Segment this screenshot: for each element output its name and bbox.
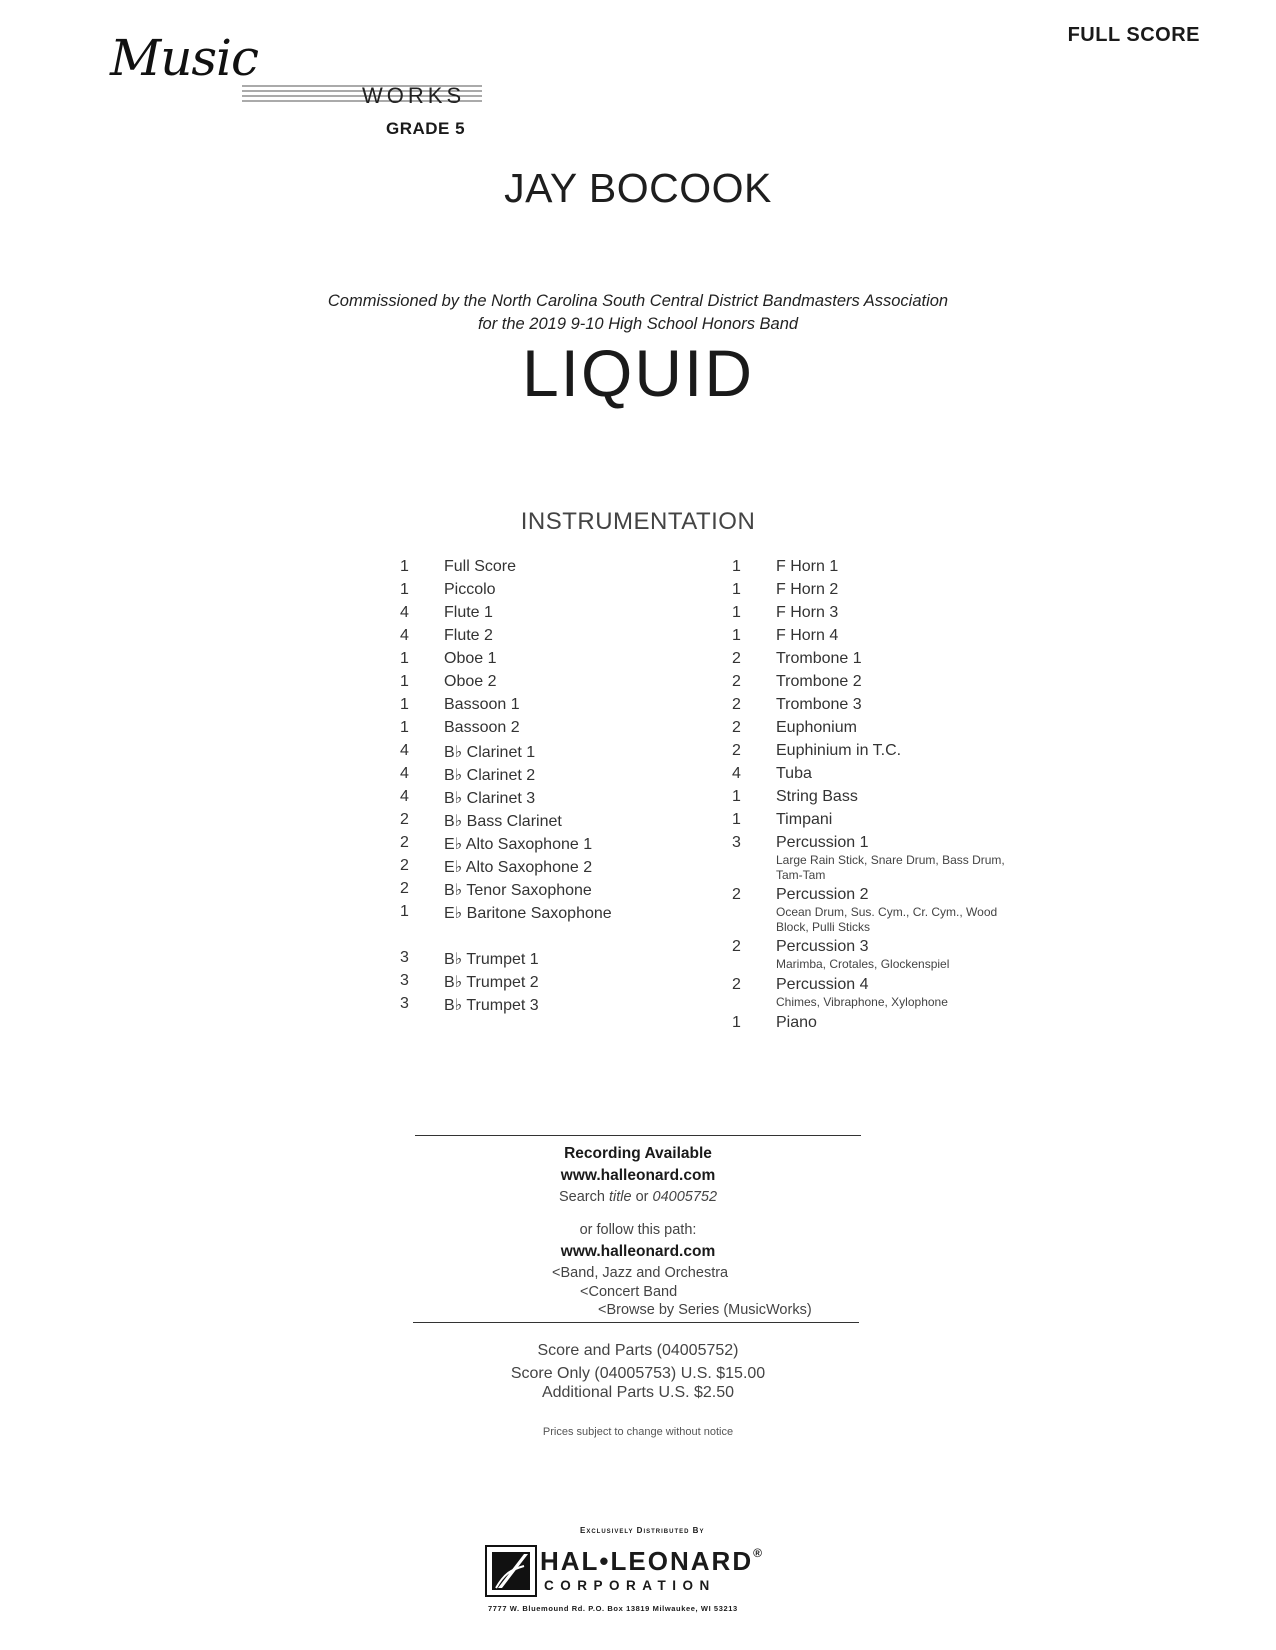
instrument-row xyxy=(732,742,1032,765)
instrument-qty: 1 xyxy=(400,696,409,713)
instrument-name: Piano xyxy=(776,1014,817,1031)
instrument-row xyxy=(732,650,1032,673)
instrument-qty: 3 xyxy=(400,949,409,966)
instrument-row xyxy=(400,949,700,972)
prices-note: Prices subject to change without notice xyxy=(542,1426,734,1438)
instrument-qty: 1 xyxy=(732,811,741,828)
instrument-name: F Horn 2 xyxy=(776,581,839,598)
instrument-name: F Horn 1 xyxy=(776,558,839,575)
distributed-by-label: Exclusively Distributed By xyxy=(580,1526,705,1535)
instrument-name: Flute 2 xyxy=(444,627,493,644)
recording-follow-text: or follow this path: xyxy=(579,1222,697,1238)
instrument-name: String Bass xyxy=(776,788,858,805)
instrument-row xyxy=(400,811,700,834)
instrument-name: Euphinium in T.C. xyxy=(776,742,902,759)
publisher-name xyxy=(540,1546,764,1577)
instrument-name: Euphonium xyxy=(776,719,857,736)
instrument-row xyxy=(732,627,1032,650)
instrument-row xyxy=(400,742,700,765)
instrument-name: Timpani xyxy=(776,811,833,828)
pricing-score-only: Score Only (04005753) U.S. $15.00 xyxy=(510,1365,766,1382)
recording-bottom-rule xyxy=(413,1322,859,1323)
instrument-name: F Horn 3 xyxy=(776,604,839,621)
instrument-qty: 1 xyxy=(732,558,741,575)
instrument-row xyxy=(400,972,700,995)
instrument-name: Percussion 3 xyxy=(776,938,869,955)
instrument-row xyxy=(400,788,700,811)
instrument-name: E♭ Baritone Saxophone xyxy=(444,905,612,922)
instrument-row xyxy=(732,765,1032,788)
commission-text xyxy=(0,290,1276,336)
instrument-row xyxy=(732,719,1032,742)
publisher-corporation: CORPORATION xyxy=(544,1578,716,1593)
instrument-qty: 3 xyxy=(732,834,741,851)
recording-heading: Recording Available xyxy=(564,1145,712,1162)
instrument-name: Percussion 1 xyxy=(776,834,869,851)
instrument-row xyxy=(400,765,700,788)
instrument-row xyxy=(400,604,700,627)
path-step-1: <Band, Jazz and Orchestra xyxy=(552,1265,729,1281)
instrument-row xyxy=(400,696,700,719)
instrument-qty: 1 xyxy=(732,604,741,621)
instrument-qty: 4 xyxy=(732,765,741,782)
instrument-row xyxy=(400,627,700,650)
instrument-name: B♭ Clarinet 1 xyxy=(444,744,536,761)
musicworks-logo xyxy=(110,28,466,138)
instrumentation-left-column xyxy=(400,558,700,1018)
score-type-label: FULL SCORE xyxy=(1067,24,1200,46)
logo-works-text: WORKS xyxy=(362,83,466,108)
instrument-qty: 3 xyxy=(400,995,409,1012)
instrument-name: Trombone 1 xyxy=(776,650,862,667)
recording-website-link-2[interactable]: www.halleonard.com xyxy=(560,1243,716,1260)
instrument-qty: 2 xyxy=(400,880,409,897)
instrument-name: B♭ Trumpet 1 xyxy=(444,951,539,968)
registered-mark: ® xyxy=(753,1546,764,1560)
instrument-name: Bassoon 1 xyxy=(444,696,520,713)
instrument-row xyxy=(400,903,700,926)
instrument-row xyxy=(732,788,1032,811)
instrument-row xyxy=(400,995,700,1018)
instrument-row xyxy=(732,938,1032,976)
instrument-qty: 2 xyxy=(732,650,741,667)
instrument-qty: 2 xyxy=(732,886,741,903)
path-step-2: <Concert Band xyxy=(580,1284,678,1300)
instrumentation-right-column xyxy=(732,558,1032,1037)
instrument-name: Percussion 4 xyxy=(776,976,869,993)
publisher-logo xyxy=(484,1526,794,1616)
instrument-name: Oboe 2 xyxy=(444,673,497,690)
instrument-row xyxy=(400,673,700,696)
instrument-qty: 1 xyxy=(732,581,741,598)
instrument-row xyxy=(732,811,1032,834)
instrument-row xyxy=(400,880,700,903)
recording-website-link[interactable]: www.halleonard.com xyxy=(560,1167,716,1184)
instrument-row xyxy=(400,834,700,857)
instrument-qty: 2 xyxy=(732,696,741,713)
publisher-address: 7777 W. Bluemound Rd. P.O. Box 13819 Milwaukee, WI 53213 xyxy=(488,1604,738,1613)
instrument-name: B♭ Trumpet 2 xyxy=(444,974,539,991)
instrument-name: Percussion 2 xyxy=(776,886,869,903)
instrument-name: F Horn 4 xyxy=(776,627,839,644)
instrumentation-heading: INSTRUMENTATION xyxy=(520,508,756,535)
instrument-qty: 1 xyxy=(400,558,409,575)
instrument-row xyxy=(732,696,1032,719)
section-spacer xyxy=(400,926,700,949)
instrument-qty: 2 xyxy=(732,938,741,955)
grade-label: GRADE 5 xyxy=(386,119,466,138)
instrument-qty: 1 xyxy=(400,673,409,690)
instrument-qty: 2 xyxy=(400,834,409,851)
instrument-row xyxy=(732,673,1032,696)
publisher-name-text: HAL•LEONARD xyxy=(540,1546,754,1576)
piece-title: LIQUID xyxy=(521,336,755,410)
recording-search-text xyxy=(0,1189,1276,1205)
instrument-name: Tuba xyxy=(776,765,812,782)
instrument-row xyxy=(732,581,1032,604)
instrument-qty: 2 xyxy=(732,742,741,759)
instrument-row xyxy=(732,886,1032,938)
instrument-row xyxy=(732,604,1032,627)
instrument-qty: 2 xyxy=(732,719,741,736)
instrument-detail: Large Rain Stick, Snare Drum, Bass Drum, Tam-Tam xyxy=(776,853,1005,882)
instrument-name: Trombone 3 xyxy=(776,696,862,713)
instrument-detail: Ocean Drum, Sus. Cym., Cr. Cym., Wood Block, Pulli Sticks xyxy=(776,905,998,934)
logo-script-text: Music xyxy=(110,29,259,87)
search-or-word: or xyxy=(631,1189,653,1205)
instrument-name: Flute 1 xyxy=(444,604,493,621)
search-title-word: title xyxy=(608,1189,632,1205)
instrument-row xyxy=(400,650,700,673)
instrument-qty: 2 xyxy=(732,976,741,993)
search-code: 04005752 xyxy=(652,1189,718,1205)
instrument-qty: 3 xyxy=(400,972,409,989)
instrument-name: E♭ Alto Saxophone 2 xyxy=(444,859,593,876)
instrument-qty: 4 xyxy=(400,604,409,621)
instrument-detail: Marimba, Crotales, Glockenspiel xyxy=(776,957,950,971)
path-step-3: <Browse by Series (MusicWorks) xyxy=(598,1302,812,1318)
instrument-row xyxy=(732,976,1032,1014)
search-prefix: Search xyxy=(558,1189,609,1205)
instrument-name: B♭ Clarinet 3 xyxy=(444,790,536,807)
instrument-qty: 2 xyxy=(732,673,741,690)
instrument-qty: 1 xyxy=(400,903,409,920)
instrument-row xyxy=(400,719,700,742)
instrument-name: Piccolo xyxy=(444,581,496,598)
instrument-row xyxy=(732,1014,1032,1037)
instrument-row xyxy=(400,558,700,581)
instrument-name: E♭ Alto Saxophone 1 xyxy=(444,836,593,853)
instrument-qty: 1 xyxy=(400,719,409,736)
pricing-score-parts: Score and Parts (04005752) xyxy=(537,1342,739,1359)
instrument-qty: 4 xyxy=(400,742,409,759)
instrument-qty: 1 xyxy=(732,627,741,644)
instrument-name: B♭ Clarinet 2 xyxy=(444,767,536,784)
composer-name: JAY BOCOOK xyxy=(504,165,772,211)
instrument-detail: Chimes, Vibraphone, Xylophone xyxy=(776,995,948,1009)
commission-line-1: Commissioned by the North Carolina South Central District Bandmasters Association xyxy=(327,292,949,310)
commission-line-2: for the 2019 9-10 High School Honors Band xyxy=(477,315,799,333)
instrument-qty: 2 xyxy=(400,857,409,874)
instrument-name: B♭ Trumpet 3 xyxy=(444,997,539,1014)
instrument-name: Oboe 1 xyxy=(444,650,497,667)
instrument-row xyxy=(400,857,700,880)
instrument-qty: 4 xyxy=(400,788,409,805)
hal-leonard-mark-icon xyxy=(484,1544,538,1598)
instrument-row xyxy=(732,834,1032,886)
instrument-name: Trombone 2 xyxy=(776,673,862,690)
recording-top-rule xyxy=(415,1135,861,1136)
instrument-qty: 1 xyxy=(732,788,741,805)
instrument-name: B♭ Tenor Saxophone xyxy=(444,882,592,899)
instrument-name: Bassoon 2 xyxy=(444,719,520,736)
instrument-qty: 1 xyxy=(732,1014,741,1031)
instrument-row xyxy=(400,581,700,604)
instrument-qty: 2 xyxy=(400,811,409,828)
instrument-qty: 1 xyxy=(400,581,409,598)
instrument-name: Full Score xyxy=(444,558,517,575)
instrument-qty: 1 xyxy=(400,650,409,667)
instrument-qty: 4 xyxy=(400,627,409,644)
instrument-qty: 4 xyxy=(400,765,409,782)
instrument-name: B♭ Bass Clarinet xyxy=(444,813,562,830)
pricing-additional-parts: Additional Parts U.S. $2.50 xyxy=(541,1384,735,1401)
instrument-row xyxy=(732,558,1032,581)
